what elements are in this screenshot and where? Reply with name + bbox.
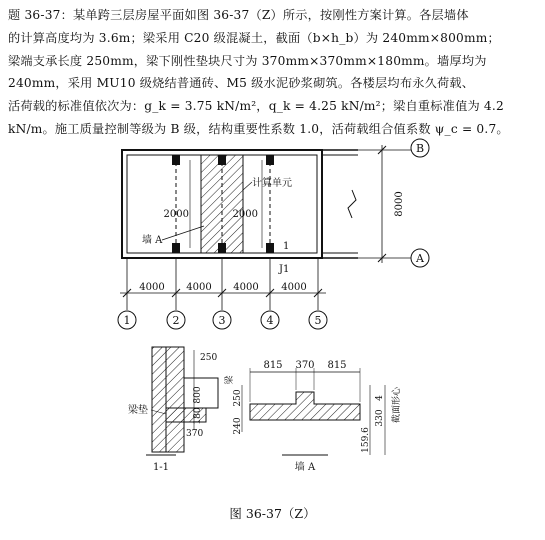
bay-dim-2: 4000 <box>186 282 212 293</box>
sec11-dim-370: 370 <box>186 429 204 439</box>
sec11-dim-250: 250 <box>200 353 218 363</box>
break-line <box>348 190 356 218</box>
bay-dim-1: 4000 <box>139 282 165 293</box>
wall-a-dim-4: 4 <box>375 395 385 401</box>
figure-caption: 图 36-37（Z） <box>229 506 316 521</box>
wall-a-dim-815-right: 815 <box>327 360 347 371</box>
problem-line-3: 梁端支承长度 250mm，梁下刚性垫块尺寸为 370mm×370mm×180mm。墙厚均为 <box>8 53 487 68</box>
axis-bubble-3 <box>213 311 231 329</box>
section-1-1 <box>128 347 235 473</box>
t-section <box>250 392 360 420</box>
problem-line-5: 活荷载的标准值依次为：g_k = 3.75 kN/m²，q_k = 4.25 kN/m²；梁自重标准值为 4.2 <box>8 99 504 114</box>
axis-bubble-B <box>411 139 429 157</box>
svg-text:2: 2 <box>172 314 180 327</box>
bay-dim-4: 4000 <box>281 282 307 293</box>
calc-unit-label: 计算单元 <box>252 178 292 189</box>
beam-label-j1: J1 <box>279 264 290 275</box>
problem-line-6: kN/m。施工质量控制等级为 B 级，结构重要性系数 1.0，活荷载组合值系数 ψ_c = 0.7。 <box>8 121 509 136</box>
axis-bubble-1 <box>118 311 136 329</box>
problem-line-1: 题 36-37：某单跨三层房屋平面如图 36-37（Z）所示，按刚性方案计算。各层墙体 <box>8 8 469 22</box>
wall-a-dim-159-6: 159.6 <box>361 427 371 453</box>
wall-a-title: 墙 A <box>294 462 316 473</box>
pad-block <box>266 155 274 165</box>
pad-block <box>266 243 274 253</box>
problem-line-4: 240mm，采用 MU10 级烧结普通砖、M5 级水泥砂浆砌筑。各楼层均布永久荷载、 <box>8 76 475 91</box>
span-dim-left: 2000 <box>163 209 189 220</box>
wall-a-dim-330: 330 <box>375 409 385 427</box>
pad-block <box>218 155 226 165</box>
axis-bubble-5 <box>309 311 327 329</box>
floor-plan <box>118 139 429 329</box>
bay-dim-3: 4000 <box>233 282 259 293</box>
svg-text:4: 4 <box>266 314 274 327</box>
sec11-pad-label: 梁垫 <box>128 405 148 416</box>
wall-a-label: 墙 A <box>142 235 163 246</box>
depth-dim: 8000 <box>394 191 405 217</box>
span-dim-right: 2000 <box>232 209 258 220</box>
wall-a-section <box>233 360 402 473</box>
wall-a-dim-250: 250 <box>233 389 243 407</box>
svg-text:3: 3 <box>218 314 226 327</box>
svg-text:B: B <box>415 142 425 155</box>
problem-line-2: 的计算高度均为 3.6m；梁采用 C20 级混凝土，截面（b×h_b）为 240mm×800mm； <box>8 30 500 45</box>
beam-label-1: 1 <box>283 241 290 252</box>
wall-a-dim-240: 240 <box>233 417 243 435</box>
pad-block <box>172 243 180 253</box>
sec11-beam-label: 梁 <box>225 375 235 385</box>
wall-a-centroid-label: 截面形心 <box>392 386 402 424</box>
pad-block <box>172 155 180 165</box>
pad-block <box>218 243 226 253</box>
section-wall <box>152 347 166 452</box>
axis-bubble-2 <box>167 311 185 329</box>
sec11-dim-180: 180 <box>193 407 203 425</box>
sec11-title: 1-1 <box>152 462 170 473</box>
sec11-dim-800: 800 <box>193 386 203 404</box>
axis-bubble-A <box>411 249 429 267</box>
svg-text:5: 5 <box>314 314 322 327</box>
wall-a-dim-815-left: 815 <box>263 360 283 371</box>
svg-text:1: 1 <box>123 314 131 327</box>
wall-a-dim-370: 370 <box>295 360 315 371</box>
svg-text:A: A <box>416 252 424 265</box>
axis-bubble-4 <box>261 311 279 329</box>
